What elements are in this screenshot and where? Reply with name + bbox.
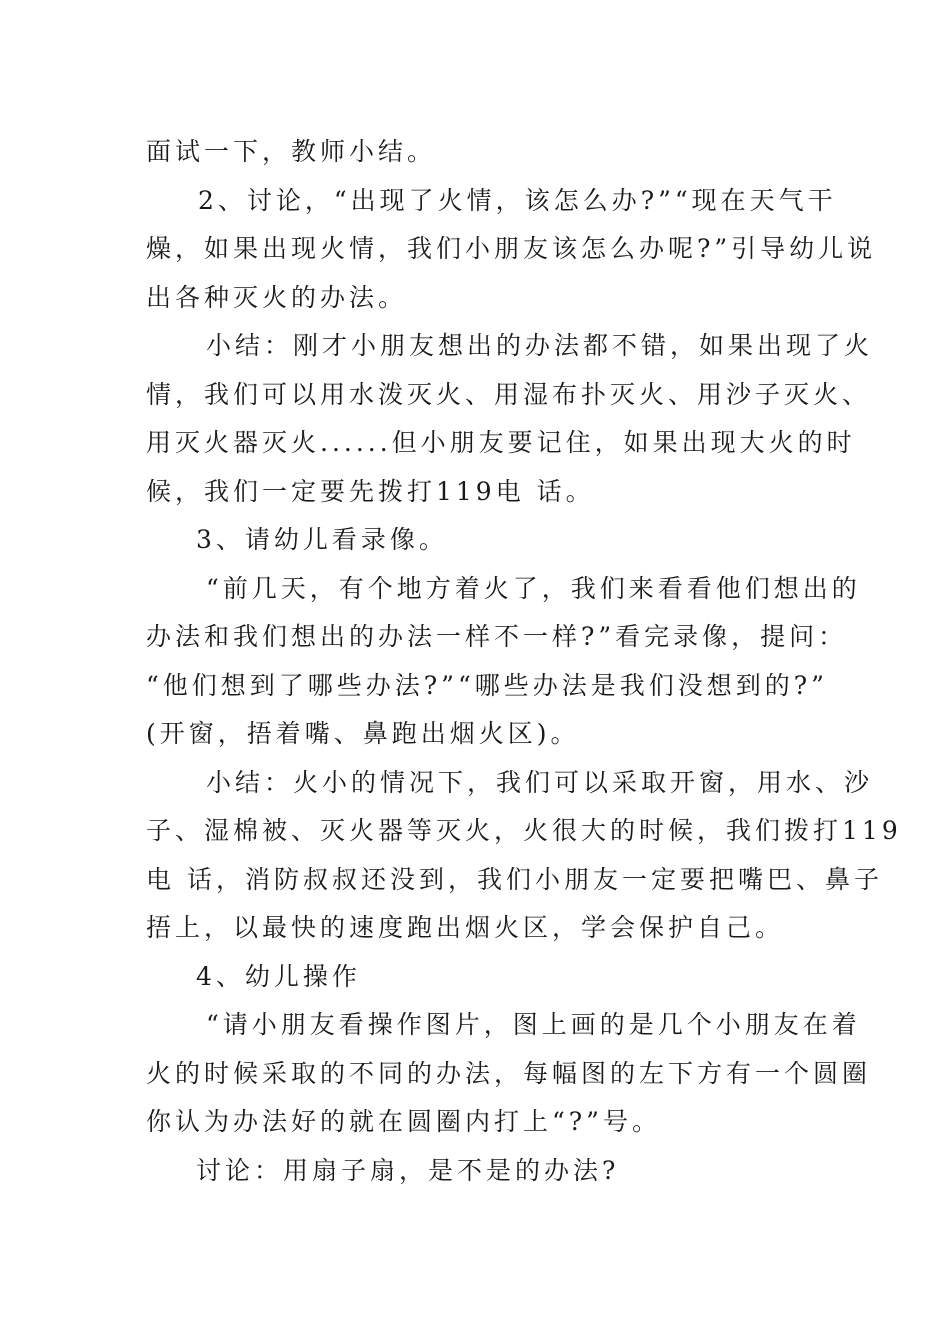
paragraph-line: “请小朋友看操作图片，图上画的是几个小朋友在着 (206, 1010, 861, 1039)
text-line: 火的时候采取的不同的办法，每幅图的左下方有一个圆圈 (146, 1058, 872, 1088)
text-line: “他们想到了哪些办法?”“哪些办法是我们没想到的?” (146, 670, 828, 700)
text-line: 办法和我们想出的办法一样不一样?”看完录像，提问： (146, 622, 848, 651)
text-line: 情，我们可以用水泼灭火、用湿布扑灭火、用沙子灭火、 (146, 379, 872, 409)
text-line: 候，我们一定要先拨打119电 话。 (146, 476, 595, 506)
text-line: 出各种灭火的办法。 (146, 282, 408, 312)
body-text (146, 128, 902, 1195)
text-line: 燥，如果出现火情，我们小朋友该怎么办呢?”引导幼儿说 (146, 234, 877, 263)
text-line: 面试一下，教师小结。 (146, 137, 437, 166)
text-line: (开窗，捂着嘴、鼻跑出烟火区)。 (146, 719, 580, 748)
paragraph-line: 2、讨论，“出现了火情，该怎么办?”“现在天气干 (198, 185, 837, 215)
text-line: 用灭火器灭火......但小朋友要记住，如果出现大火的时 (146, 428, 856, 457)
text-line: 子、湿棉被、灭火器等灭火，火很大的时候，我们拨打119 (146, 816, 902, 845)
section-heading: 3、请幼儿看录像。 (196, 525, 448, 554)
paragraph-line: “前几天，有个地方着火了，我们来看看他们想出的 (206, 573, 861, 603)
summary-line: 小结：刚才小朋友想出的办法都不错，如果出现了火 (206, 331, 874, 360)
section-heading: 4、幼儿操作 (196, 961, 361, 991)
discussion-line: 讨论：用扇子扇，是不是的办法? (196, 1155, 620, 1185)
summary-line: 小结：火小的情况下，我们可以采取开窗，用水、沙 (206, 767, 874, 797)
text-line: 电 话，消防叔叔还没到，我们小朋友一定要把嘴巴、鼻子 (146, 864, 883, 894)
text-line: 你认为办法好的就在圆圈内打上“?”号。 (146, 1107, 661, 1136)
text-line: 捂上，以最快的速度跑出烟火区，学会保护自己。 (146, 913, 785, 942)
